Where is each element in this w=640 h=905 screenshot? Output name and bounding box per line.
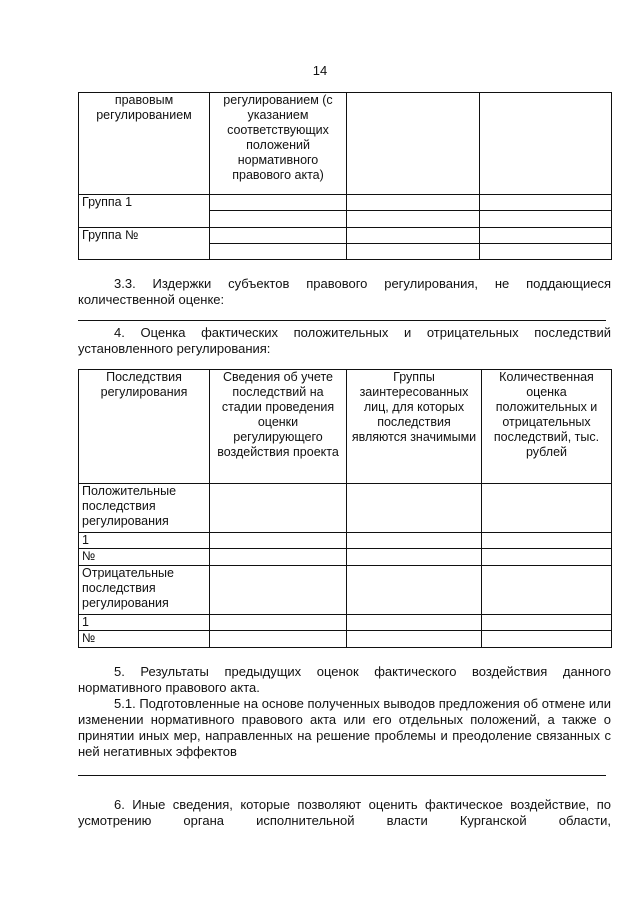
paragraph-3-3 xyxy=(78,276,611,308)
positive-row-1-label: 1 xyxy=(79,533,210,549)
header-accounting-info: Сведения об учете последствий на стадии проведения оценки регулирующего воздействия проекта xyxy=(210,370,347,484)
costs-table-continued xyxy=(78,92,612,260)
table-cell xyxy=(347,533,482,549)
paragraph-5-text: 5. Результаты предыдущих оценок фактического воздействия данного нормативного правового акта. xyxy=(78,664,611,695)
header-interested-groups: Группы заинтересованных лиц, для которых последствия являются значимыми xyxy=(347,370,482,484)
fill-in-line xyxy=(78,775,606,776)
paragraph-4-text: 4. Оценка фактических положительных и отрицательных последствий установленного регулирования: xyxy=(78,325,611,356)
table-cell xyxy=(347,566,482,615)
paragraph-5 xyxy=(78,664,611,696)
negative-row-1-label: 1 xyxy=(79,615,210,631)
header-quantitative-estimate: Количественная оценка положительных и отрицательных последствий, тыс. рублей xyxy=(482,370,612,484)
fill-in-line xyxy=(78,320,606,321)
table-cell xyxy=(347,244,480,260)
table1-header-cell-4 xyxy=(480,93,612,195)
consequences-table xyxy=(78,369,612,648)
table1-header-cell-3 xyxy=(347,93,480,195)
table-cell xyxy=(480,228,612,244)
table-cell xyxy=(347,615,482,631)
table-cell xyxy=(480,195,612,211)
table-cell xyxy=(210,195,347,211)
group-n-label: Группа № xyxy=(79,228,210,260)
table-cell xyxy=(347,195,480,211)
table-cell xyxy=(347,211,480,228)
table1-header-cell-2: регулированием (с указанием соответствующих положений нормативного правового акта) xyxy=(210,93,347,195)
positive-row-n-label: № xyxy=(79,549,210,566)
table-cell xyxy=(482,615,612,631)
negative-row-n-label: № xyxy=(79,631,210,648)
table-cell xyxy=(347,228,480,244)
table-cell xyxy=(210,566,347,615)
paragraph-6 xyxy=(78,797,611,829)
table1-header-cell-1: правовым регулированием xyxy=(79,93,210,195)
header-consequences: Последствия регулирования xyxy=(79,370,210,484)
table-cell xyxy=(210,484,347,533)
paragraph-5-1-text: 5.1. Подготовленные на основе полученных выводов предложения об отмене или изменении нормативного правового акта или его отдельных положений, а также о принятии иных мер, направленных на решение проблемы и преодоление связанных с ней негативных эффектов xyxy=(78,696,611,759)
table-cell xyxy=(482,566,612,615)
table-cell xyxy=(210,228,347,244)
paragraph-6-text: 6. Иные сведения, которые позволяют оценить фактическое воздействие, по усмотрению органа исполнительной власти Курганской области, xyxy=(78,797,611,828)
table-cell xyxy=(480,244,612,260)
table-cell xyxy=(210,615,347,631)
page-number: 14 xyxy=(312,63,328,78)
table-cell xyxy=(210,244,347,260)
table-cell xyxy=(210,549,347,566)
table-cell xyxy=(210,533,347,549)
table-cell xyxy=(482,533,612,549)
table-cell xyxy=(482,549,612,566)
table-cell xyxy=(210,211,347,228)
positive-consequences-label: Положительные последствия регулирования xyxy=(79,484,210,533)
table-cell xyxy=(482,631,612,648)
paragraph-3-3-text: 3.3. Издержки субъектов правового регулирования, не поддающиеся количественной оценке: xyxy=(78,276,611,307)
table-cell xyxy=(480,211,612,228)
paragraph-4 xyxy=(78,325,611,357)
group-1-label: Группа 1 xyxy=(79,195,210,228)
table-cell xyxy=(347,484,482,533)
negative-consequences-label: Отрицательные последствия регулирования xyxy=(79,566,210,615)
table-cell xyxy=(347,631,482,648)
table-cell xyxy=(347,549,482,566)
table-cell xyxy=(210,631,347,648)
paragraph-5-1 xyxy=(78,696,611,760)
table-cell xyxy=(482,484,612,533)
